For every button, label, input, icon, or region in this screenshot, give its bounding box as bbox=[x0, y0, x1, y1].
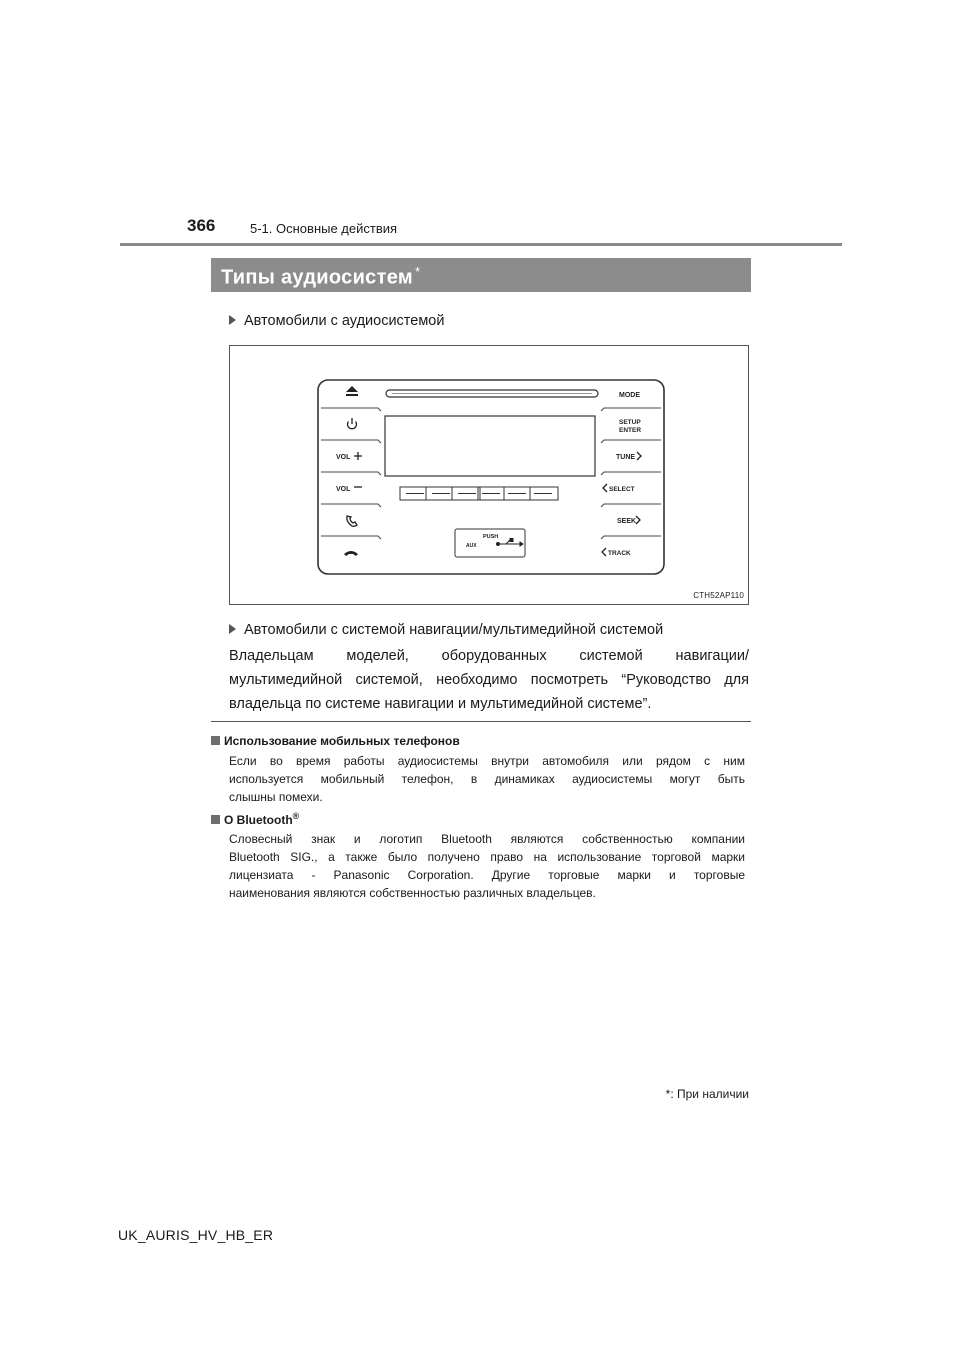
paragraph-line: владельца по системе навигации и мультимедийной системе”. bbox=[229, 696, 652, 712]
tune-label: TUNE bbox=[616, 454, 636, 461]
variant-navigation-label: Автомобили с системой навигации/мультимедийной системой bbox=[244, 622, 664, 638]
navigation-paragraph bbox=[229, 644, 749, 716]
triangle-bullet-icon bbox=[229, 624, 236, 634]
svg-text:AUX: AUX bbox=[466, 543, 477, 549]
note-heading-bluetooth bbox=[211, 811, 299, 827]
paragraph-line: мультимедийной системой, необходимо посмотреть “Руководство для bbox=[229, 672, 749, 688]
track-label: TRACK bbox=[608, 550, 631, 557]
registered-mark: ® bbox=[292, 811, 300, 821]
footnote-text: : При наличии bbox=[670, 1087, 749, 1101]
header-divider bbox=[120, 243, 842, 246]
asterisk-marker: * bbox=[665, 1087, 671, 1101]
select-label: SELECT bbox=[609, 486, 635, 493]
square-bullet-icon bbox=[211, 736, 220, 745]
enter-label: ENTER bbox=[619, 427, 642, 434]
square-bullet-icon bbox=[211, 815, 220, 824]
page-number: 366 bbox=[187, 216, 216, 235]
note-line: лицензиата - Panasonic Corporation. Другие торговые марки и торговые bbox=[229, 868, 745, 882]
paragraph-line: Владельцам моделей, оборудованных системой навигации/ bbox=[229, 648, 749, 664]
section-title bbox=[221, 264, 420, 290]
audio-unit-illustration bbox=[230, 346, 748, 604]
section-title-bar bbox=[211, 258, 751, 292]
variant-navigation-heading bbox=[229, 622, 663, 638]
note-line: Bluetooth SIG., а также было получено право на использование торговой марки bbox=[229, 850, 745, 864]
triangle-bullet-icon bbox=[229, 315, 236, 325]
note-line: наименования являются собственностью различных владельцев. bbox=[229, 886, 596, 900]
note-body-mobile bbox=[229, 752, 745, 806]
svg-text:PUSH: PUSH bbox=[483, 534, 499, 540]
note-line: слышны помехи. bbox=[229, 790, 323, 804]
note-line: Если во время работы аудиосистемы внутри автомобиля или рядом с ним bbox=[229, 754, 745, 768]
note-line: Словесный знак и логотип Bluetooth являются собственностью компании bbox=[229, 832, 745, 846]
asterisk-marker: * bbox=[414, 264, 421, 279]
note-line: используется мобильный телефон, в динамиках аудиосистемы могут быть bbox=[229, 772, 745, 786]
notes-divider bbox=[211, 721, 751, 722]
document-code: UK_AURIS_HV_HB_ER bbox=[118, 1227, 274, 1243]
setup-label: SETUP bbox=[619, 419, 641, 426]
note-heading-text: О Bluetooth bbox=[224, 813, 293, 827]
vol-up-label: VOL bbox=[336, 454, 351, 461]
availability-footnote bbox=[666, 1087, 749, 1101]
note-heading-text: Использование мобильных телефонов bbox=[224, 734, 460, 748]
variant-audio-heading bbox=[229, 313, 444, 329]
variant-audio-label: Автомобили с аудиосистемой bbox=[244, 313, 445, 329]
section-reference: 5-1. Основные действия bbox=[250, 221, 398, 236]
seek-label: SEEK bbox=[617, 518, 637, 525]
note-body-bluetooth bbox=[229, 830, 745, 902]
vol-down-label: VOL bbox=[336, 486, 351, 493]
display-screen bbox=[385, 416, 595, 476]
section-title-text: Типы аудиосистем bbox=[221, 266, 413, 289]
aux-usb-door bbox=[455, 529, 525, 557]
figure-code: CTH52AP110 bbox=[693, 591, 744, 600]
mode-label: MODE bbox=[619, 392, 640, 399]
audio-unit-figure bbox=[229, 345, 749, 605]
note-heading-mobile bbox=[211, 734, 460, 748]
